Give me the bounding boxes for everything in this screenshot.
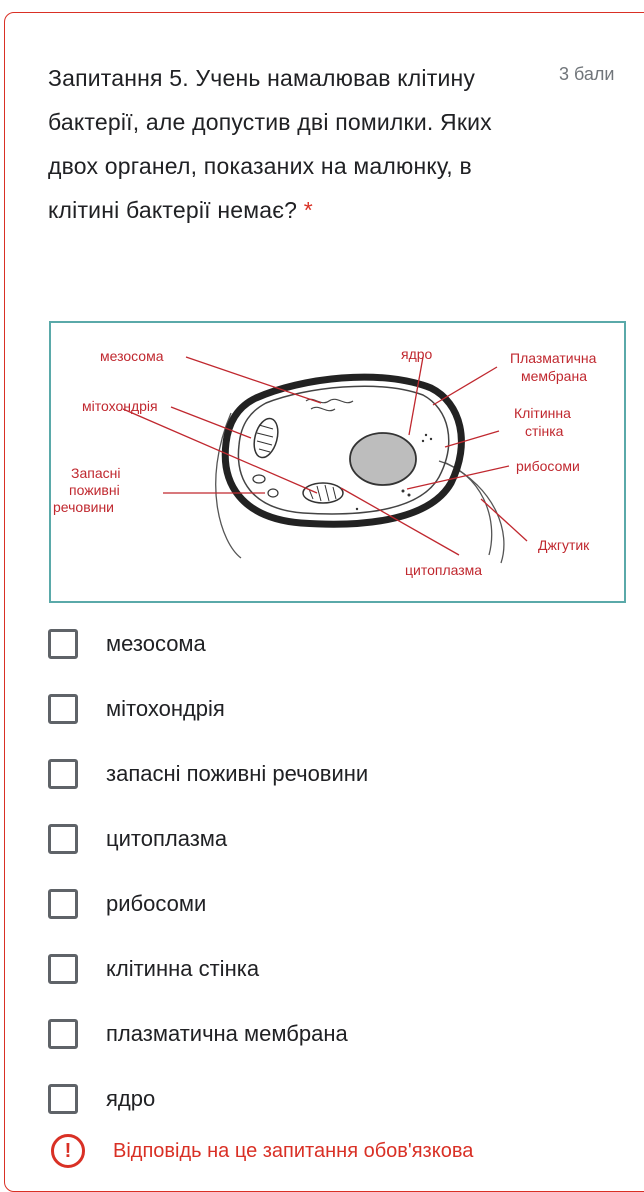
error-message: Відповідь на це запитання обов'язкова — [113, 1139, 474, 1162]
label-cytoplasm: цитоплазма — [405, 562, 483, 578]
checkbox[interactable] — [48, 759, 78, 789]
error-icon: ! — [51, 1134, 85, 1168]
label-reserve-1: Запасні — [71, 465, 121, 481]
label-mitochondrion: мітохондрія — [82, 398, 158, 414]
option-label: клітинна стінка — [106, 956, 260, 981]
checkbox[interactable] — [48, 629, 78, 659]
label-membrane-1: Плазматична — [510, 350, 597, 366]
option-label: ядро — [106, 1086, 156, 1111]
checkbox[interactable] — [48, 824, 78, 854]
label-wall-1: Клітинна — [514, 405, 571, 421]
option-mesosome[interactable] — [48, 624, 206, 664]
label-wall-2: стінка — [525, 423, 564, 439]
label-ribosomes: рибосоми — [516, 458, 580, 474]
option-cytoplasm[interactable] — [48, 819, 227, 859]
option-plasma-membrane[interactable] — [48, 1014, 348, 1054]
points-label: 3 бали — [559, 64, 615, 84]
checkbox[interactable] — [48, 1019, 78, 1049]
label-membrane-2: мембрана — [521, 368, 587, 384]
question-text: Запитання 5. Учень намалював клітину бактерії, але допустив дві помилки. Яких двох органел, показаних на малюнку, в клітині бактерії немає? — [48, 65, 492, 223]
required-mark: * — [303, 197, 313, 223]
checkbox[interactable] — [48, 694, 78, 724]
option-mitochondrion[interactable] — [48, 689, 225, 729]
option-ribosomes[interactable] — [48, 884, 206, 924]
label-reserve-3: речовини — [53, 499, 114, 515]
label-reserve-2: поживні — [69, 482, 120, 498]
option-nucleus[interactable] — [48, 1079, 155, 1119]
option-label: запасні поживні речовини — [106, 761, 369, 786]
diagram-svg — [51, 323, 624, 601]
option-label: рибосоми — [106, 891, 207, 916]
label-mesosome: мезосома — [100, 348, 164, 364]
option-label: мітохондрія — [106, 696, 225, 721]
checkbox[interactable] — [48, 1084, 78, 1114]
option-label: мезосома — [106, 631, 206, 656]
option-reserve-nutrients[interactable] — [48, 754, 368, 794]
required-error — [51, 1134, 473, 1168]
option-label: цитоплазма — [106, 826, 228, 851]
question-title — [48, 56, 528, 232]
checkbox[interactable] — [48, 889, 78, 919]
checkbox[interactable] — [48, 954, 78, 984]
option-cell-wall[interactable] — [48, 949, 259, 989]
label-flagellum: Джгутик — [538, 537, 590, 553]
option-label: плазматична мембрана — [106, 1021, 348, 1046]
label-nucleus: ядро — [401, 346, 433, 362]
bacteria-cell-diagram — [49, 321, 626, 603]
